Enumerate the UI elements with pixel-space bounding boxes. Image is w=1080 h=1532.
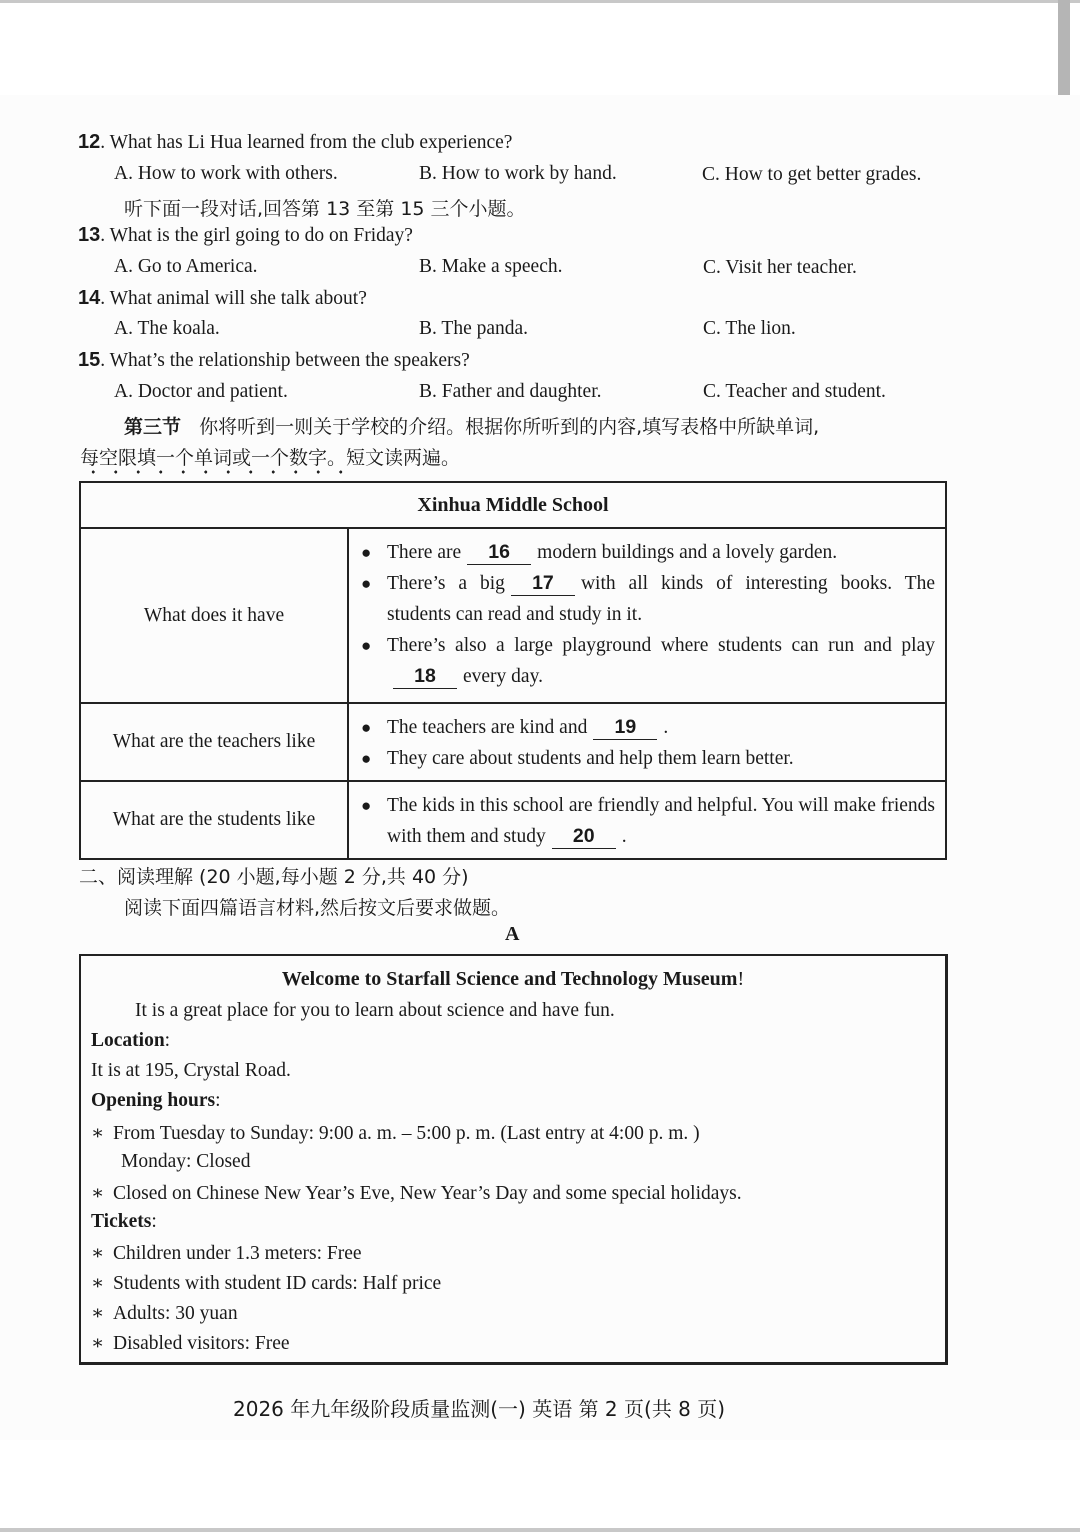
bullet-text: modern buildings and a lovely garden. bbox=[537, 542, 838, 563]
bullet-text: with all kinds of interesting books. The students can read and study in it. bbox=[387, 573, 935, 625]
ticket-item bbox=[91, 1271, 441, 1295]
question-number: 13 bbox=[78, 224, 101, 246]
hours-label: Opening hours bbox=[91, 1090, 216, 1111]
option-b: B. The panda. bbox=[419, 318, 529, 339]
bullet-icon: ● bbox=[361, 574, 372, 593]
row-header: What are the students like bbox=[80, 781, 348, 859]
option-a: A. The koala. bbox=[114, 318, 220, 339]
bullet-text: The teachers are kind and bbox=[387, 717, 588, 738]
section3-text: 你将听到一则关于学校的介绍。根据你所听到的内容,填写表格中所缺单词, bbox=[199, 416, 820, 438]
table-title: Xinhua Middle School bbox=[80, 482, 946, 528]
ticket-text: Children under 1.3 meters: Free bbox=[113, 1243, 362, 1264]
option-c: C. The lion. bbox=[703, 318, 796, 339]
ticket-item bbox=[91, 1241, 362, 1265]
bullet-text: There are bbox=[387, 542, 462, 563]
location-label: Location bbox=[91, 1030, 165, 1051]
bullet-item bbox=[361, 537, 935, 568]
reading-section-title: 二、阅读理解 (20 小题,每小题 2 分,共 40 分) bbox=[79, 866, 469, 888]
museum-intro: It is a great place for you to learn about science and have fun. bbox=[135, 1000, 615, 1021]
bullet-item bbox=[361, 790, 935, 852]
bullet-text: They care about students and help them learn better. bbox=[387, 748, 794, 769]
table-row bbox=[80, 703, 946, 781]
row-content bbox=[348, 781, 946, 859]
bullet-text: . bbox=[621, 826, 627, 847]
bullet-item bbox=[361, 568, 935, 630]
question-number: 14 bbox=[78, 287, 101, 309]
hours-heading bbox=[91, 1090, 221, 1112]
section3-instruction-line2: 每空限填一个单词或一个数字。短文读两遍。 bbox=[80, 447, 461, 469]
bullet-text: . bbox=[663, 717, 669, 738]
row-content bbox=[348, 703, 946, 781]
window-bottom-edge bbox=[0, 1528, 1080, 1532]
question-text: . What animal will she talk about? bbox=[100, 288, 367, 309]
question-number: 12 bbox=[78, 131, 101, 153]
bullet-icon: ● bbox=[361, 796, 372, 815]
page-footer: 2026 年九年级阶段质量监测(一) 英语 第 2 页(共 8 页) bbox=[233, 1397, 726, 1421]
option-b: B. How to work by hand. bbox=[419, 163, 617, 184]
hours-text: Closed on Chinese New Year’s Eve, New Year’s Day and some special holidays. bbox=[113, 1183, 742, 1204]
row-header: What are the teachers like bbox=[80, 703, 348, 781]
bullet-text: The kids in this school are friendly and helpful. You will make friends with them and study bbox=[387, 795, 935, 847]
question-text: . What’s the relationship between the speakers? bbox=[100, 350, 470, 371]
colon: : bbox=[164, 1030, 171, 1051]
dialogue-instruction: 听下面一段对话,回答第 13 至第 15 三个小题。 bbox=[124, 198, 526, 220]
question-text: . What has Li Hua learned from the club experience? bbox=[100, 132, 513, 153]
ticket-text: Students with student ID cards: Half price bbox=[113, 1273, 442, 1294]
hours-item bbox=[91, 1181, 742, 1205]
bullet-text: every day. bbox=[463, 666, 543, 687]
bullet-icon: ● bbox=[361, 636, 372, 655]
row-header: What does it have bbox=[80, 528, 348, 703]
option-c: C. Visit her teacher. bbox=[703, 257, 857, 278]
question-13 bbox=[78, 224, 413, 247]
hours-item bbox=[91, 1121, 700, 1145]
section3-instruction bbox=[124, 412, 819, 439]
table-row bbox=[80, 528, 946, 703]
option-a: A. Go to America. bbox=[114, 256, 258, 277]
hours-item: Monday: Closed bbox=[121, 1151, 251, 1172]
option-a: A. How to work with others. bbox=[114, 163, 338, 184]
asterisk-icon: ∗ bbox=[91, 1123, 105, 1144]
emphasis-dots bbox=[82, 470, 352, 474]
option-b: B. Make a speech. bbox=[419, 256, 563, 277]
passage-label: A bbox=[505, 923, 520, 945]
museum-title-mark: ! bbox=[737, 968, 745, 990]
location-heading bbox=[91, 1030, 170, 1052]
question-14 bbox=[78, 287, 367, 310]
answer-blank-20[interactable]: 20 bbox=[552, 824, 616, 849]
option-b: B. Father and daughter. bbox=[419, 381, 602, 402]
bullet-item bbox=[361, 630, 935, 692]
bullet-item bbox=[361, 712, 935, 743]
section3-label: 第三节 bbox=[124, 416, 182, 438]
bullet-icon: ● bbox=[361, 749, 372, 768]
colon: : bbox=[215, 1090, 221, 1111]
bullet-item bbox=[361, 743, 935, 774]
asterisk-icon: ∗ bbox=[91, 1333, 105, 1354]
bullet-icon: ● bbox=[361, 543, 372, 562]
answer-blank-16[interactable]: 16 bbox=[467, 540, 531, 565]
museum-title-text: Welcome to Starfall Science and Technology Museum bbox=[281, 968, 738, 990]
ticket-text: Disabled visitors: Free bbox=[113, 1333, 290, 1354]
option-c: C. Teacher and student. bbox=[703, 381, 886, 402]
window-top-edge bbox=[0, 0, 1080, 3]
asterisk-icon: ∗ bbox=[91, 1183, 105, 1204]
bullet-text: There’s also a large playground where students can run and play bbox=[387, 635, 935, 656]
asterisk-icon: ∗ bbox=[91, 1303, 105, 1324]
answer-blank-18[interactable]: 18 bbox=[393, 664, 457, 689]
option-a: A. Doctor and patient. bbox=[114, 381, 288, 402]
tickets-label: Tickets bbox=[91, 1211, 152, 1232]
bullet-icon: ● bbox=[361, 718, 372, 737]
answer-blank-19[interactable]: 19 bbox=[593, 715, 657, 740]
asterisk-icon: ∗ bbox=[91, 1243, 105, 1264]
location-text: It is at 195, Crystal Road. bbox=[91, 1060, 291, 1081]
tickets-heading bbox=[91, 1211, 157, 1233]
question-15 bbox=[78, 349, 470, 372]
bullet-text: There’s a big bbox=[387, 573, 505, 594]
option-c: C. How to get better grades. bbox=[702, 164, 922, 185]
question-12 bbox=[78, 131, 512, 154]
school-info-table bbox=[79, 481, 947, 860]
museum-title bbox=[81, 968, 945, 991]
ticket-item bbox=[91, 1331, 290, 1355]
ticket-text: Adults: 30 yuan bbox=[113, 1303, 238, 1324]
hours-text: From Tuesday to Sunday: 9:00 a. m. – 5:00 p. m. (Last entry at 4:00 p. m. ) bbox=[113, 1123, 700, 1144]
question-number: 15 bbox=[78, 349, 101, 371]
ticket-item bbox=[91, 1301, 238, 1325]
question-text: . What is the girl going to do on Friday? bbox=[100, 225, 413, 246]
table-row bbox=[80, 781, 946, 859]
answer-blank-17[interactable]: 17 bbox=[511, 571, 575, 596]
museum-notice-box bbox=[79, 954, 948, 1365]
colon: : bbox=[151, 1211, 157, 1232]
reading-instruction: 阅读下面四篇语言材料,然后按文后要求做题。 bbox=[124, 897, 511, 919]
asterisk-icon: ∗ bbox=[91, 1273, 105, 1294]
row-content bbox=[348, 528, 946, 703]
